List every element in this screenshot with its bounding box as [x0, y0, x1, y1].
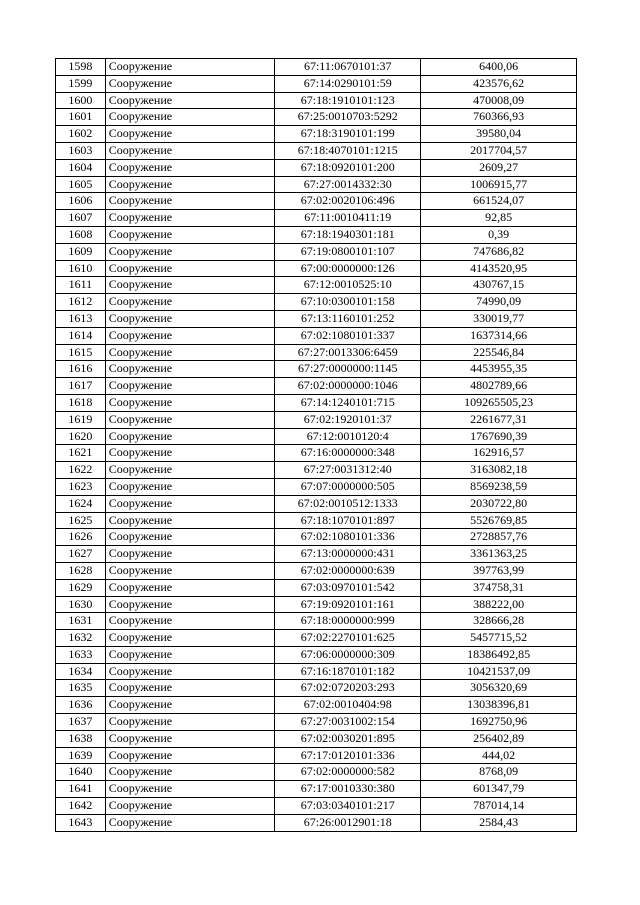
table-body [56, 59, 577, 832]
row-number-cell: 1629 [56, 579, 106, 596]
row-number-cell: 1630 [56, 596, 106, 613]
table-row [56, 798, 577, 815]
table-row [56, 243, 577, 260]
table-row [56, 75, 577, 92]
cadastral-value-cell: 0,39 [421, 226, 577, 243]
row-number-cell: 1607 [56, 210, 106, 227]
row-number-cell: 1620 [56, 428, 106, 445]
object-type-cell: Сооружение [105, 378, 274, 395]
row-number-cell: 1624 [56, 495, 106, 512]
table-row [56, 445, 577, 462]
object-type-cell: Сооружение [105, 109, 274, 126]
cadastral-value-cell: 470008,09 [421, 92, 577, 109]
row-number-cell: 1641 [56, 781, 106, 798]
cadastral-number-cell: 67:06:0000000:309 [275, 646, 421, 663]
table-row [56, 226, 577, 243]
object-type-cell: Сооружение [105, 495, 274, 512]
cadastral-number-cell: 67:16:0000000:348 [275, 445, 421, 462]
table-row [56, 462, 577, 479]
cadastral-number-cell: 67:16:1870101:182 [275, 663, 421, 680]
table-row [56, 176, 577, 193]
object-type-cell: Сооружение [105, 579, 274, 596]
cadastral-value-cell: 256402,89 [421, 730, 577, 747]
row-number-cell: 1598 [56, 59, 106, 76]
cadastral-value-cell: 397763,99 [421, 562, 577, 579]
cadastral-value-cell: 6400,06 [421, 59, 577, 76]
cadastral-value-cell: 5526769,85 [421, 512, 577, 529]
cadastral-value-cell: 1006915,77 [421, 176, 577, 193]
table-row [56, 327, 577, 344]
row-number-cell: 1632 [56, 630, 106, 647]
cadastral-value-cell: 8569238,59 [421, 478, 577, 495]
cadastral-number-cell: 67:02:0000000:582 [275, 764, 421, 781]
row-number-cell: 1616 [56, 361, 106, 378]
row-number-cell: 1601 [56, 109, 106, 126]
cadastral-value-cell: 225546,84 [421, 344, 577, 361]
object-type-cell: Сооружение [105, 59, 274, 76]
cadastral-value-cell: 109265505,23 [421, 394, 577, 411]
object-type-cell: Сооружение [105, 176, 274, 193]
cadastral-value-cell: 2728857,76 [421, 529, 577, 546]
cadastral-number-cell: 67:14:0290101:59 [275, 75, 421, 92]
table-row [56, 512, 577, 529]
row-number-cell: 1613 [56, 310, 106, 327]
cadastral-number-cell: 67:02:0010512:1333 [275, 495, 421, 512]
row-number-cell: 1605 [56, 176, 106, 193]
object-type-cell: Сооружение [105, 75, 274, 92]
object-type-cell: Сооружение [105, 445, 274, 462]
object-type-cell: Сооружение [105, 260, 274, 277]
table-row [56, 613, 577, 630]
table-row [56, 428, 577, 445]
cadastral-value-cell: 444,02 [421, 747, 577, 764]
cadastral-number-cell: 67:17:0010330:380 [275, 781, 421, 798]
cadastral-value-cell: 747686,82 [421, 243, 577, 260]
cadastral-number-cell: 67:07:0000000:505 [275, 478, 421, 495]
cadastral-number-cell: 67:02:1080101:337 [275, 327, 421, 344]
row-number-cell: 1627 [56, 546, 106, 563]
object-type-cell: Сооружение [105, 814, 274, 831]
row-number-cell: 1631 [56, 613, 106, 630]
cadastral-number-cell: 67:27:0031312:40 [275, 462, 421, 479]
object-type-cell: Сооружение [105, 294, 274, 311]
row-number-cell: 1604 [56, 159, 106, 176]
object-type-cell: Сооружение [105, 546, 274, 563]
table-row [56, 646, 577, 663]
cadastral-number-cell: 67:11:0670101:37 [275, 59, 421, 76]
cadastral-value-cell: 330019,77 [421, 310, 577, 327]
table-row [56, 210, 577, 227]
row-number-cell: 1621 [56, 445, 106, 462]
object-type-cell: Сооружение [105, 210, 274, 227]
row-number-cell: 1625 [56, 512, 106, 529]
cadastral-value-cell: 4802789,66 [421, 378, 577, 395]
row-number-cell: 1615 [56, 344, 106, 361]
object-type-cell: Сооружение [105, 596, 274, 613]
row-number-cell: 1626 [56, 529, 106, 546]
table-row [56, 663, 577, 680]
table-row [56, 277, 577, 294]
row-number-cell: 1610 [56, 260, 106, 277]
cadastral-number-cell: 67:18:1910101:123 [275, 92, 421, 109]
cadastral-number-cell: 67:02:0720203:293 [275, 680, 421, 697]
table-row [56, 495, 577, 512]
table-row [56, 630, 577, 647]
object-type-cell: Сооружение [105, 394, 274, 411]
cadastral-number-cell: 67:02:2270101:625 [275, 630, 421, 647]
cadastral-number-cell: 67:13:0000000:431 [275, 546, 421, 563]
table-row [56, 378, 577, 395]
cadastral-value-cell: 760366,93 [421, 109, 577, 126]
row-number-cell: 1638 [56, 730, 106, 747]
row-number-cell: 1617 [56, 378, 106, 395]
table-row [56, 562, 577, 579]
cadastral-number-cell: 67:27:0014332:30 [275, 176, 421, 193]
cadastral-number-cell: 67:13:1160101:252 [275, 310, 421, 327]
cadastral-value-cell: 1637314,66 [421, 327, 577, 344]
table-row [56, 411, 577, 428]
cadastral-value-cell: 2609,27 [421, 159, 577, 176]
cadastral-number-cell: 67:12:0010120:4 [275, 428, 421, 445]
cadastral-value-cell: 10421537,09 [421, 663, 577, 680]
cadastral-value-cell: 1692750,96 [421, 714, 577, 731]
object-type-cell: Сооружение [105, 478, 274, 495]
cadastral-value-cell: 5457715,52 [421, 630, 577, 647]
cadastral-number-cell: 67:03:0970101:542 [275, 579, 421, 596]
cadastral-number-cell: 67:18:1070101:897 [275, 512, 421, 529]
object-type-cell: Сооружение [105, 798, 274, 815]
object-type-cell: Сооружение [105, 462, 274, 479]
row-number-cell: 1642 [56, 798, 106, 815]
table-row [56, 126, 577, 143]
cadastral-number-cell: 67:12:0010525:10 [275, 277, 421, 294]
object-type-cell: Сооружение [105, 243, 274, 260]
row-number-cell: 1606 [56, 193, 106, 210]
object-type-cell: Сооружение [105, 327, 274, 344]
cadastral-value-cell: 374758,31 [421, 579, 577, 596]
cadastral-value-cell: 3056320,69 [421, 680, 577, 697]
cadastral-number-cell: 67:18:0920101:200 [275, 159, 421, 176]
row-number-cell: 1614 [56, 327, 106, 344]
table-row [56, 92, 577, 109]
cadastral-number-cell: 67:25:0010703:5292 [275, 109, 421, 126]
cadastral-value-cell: 388222,00 [421, 596, 577, 613]
table-row [56, 529, 577, 546]
cadastral-number-cell: 67:26:0012901:18 [275, 814, 421, 831]
row-number-cell: 1599 [56, 75, 106, 92]
row-number-cell: 1633 [56, 646, 106, 663]
row-number-cell: 1602 [56, 126, 106, 143]
table-row [56, 814, 577, 831]
cadastral-number-cell: 67:10:0300101:158 [275, 294, 421, 311]
row-number-cell: 1634 [56, 663, 106, 680]
table-row [56, 159, 577, 176]
table-row [56, 546, 577, 563]
table-row [56, 680, 577, 697]
cadastral-number-cell: 67:19:0800101:107 [275, 243, 421, 260]
cadastral-number-cell: 67:02:0000000:1046 [275, 378, 421, 395]
cadastral-value-cell: 92,85 [421, 210, 577, 227]
row-number-cell: 1636 [56, 697, 106, 714]
cadastral-number-cell: 67:18:1940301:181 [275, 226, 421, 243]
object-type-cell: Сооружение [105, 613, 274, 630]
cadastral-value-cell: 18386492,85 [421, 646, 577, 663]
cadastral-number-cell: 67:14:1240101:715 [275, 394, 421, 411]
registry-table [55, 58, 577, 832]
object-type-cell: Сооружение [105, 562, 274, 579]
row-number-cell: 1609 [56, 243, 106, 260]
row-number-cell: 1619 [56, 411, 106, 428]
object-type-cell: Сооружение [105, 411, 274, 428]
table-row [56, 730, 577, 747]
object-type-cell: Сооружение [105, 226, 274, 243]
cadastral-value-cell: 3163082,18 [421, 462, 577, 479]
table-row [56, 109, 577, 126]
table-row [56, 344, 577, 361]
table-row [56, 697, 577, 714]
row-number-cell: 1635 [56, 680, 106, 697]
table-row [56, 361, 577, 378]
cadastral-value-cell: 39580,04 [421, 126, 577, 143]
object-type-cell: Сооружение [105, 663, 274, 680]
object-type-cell: Сооружение [105, 730, 274, 747]
object-type-cell: Сооружение [105, 646, 274, 663]
object-type-cell: Сооружение [105, 512, 274, 529]
row-number-cell: 1612 [56, 294, 106, 311]
cadastral-value-cell: 4453955,35 [421, 361, 577, 378]
table-row [56, 193, 577, 210]
row-number-cell: 1603 [56, 142, 106, 159]
cadastral-value-cell: 1767690,39 [421, 428, 577, 445]
cadastral-number-cell: 67:02:0030201:895 [275, 730, 421, 747]
cadastral-value-cell: 2584,43 [421, 814, 577, 831]
table-row [56, 747, 577, 764]
cadastral-value-cell: 601347,79 [421, 781, 577, 798]
cadastral-number-cell: 67:17:0120101:336 [275, 747, 421, 764]
row-number-cell: 1628 [56, 562, 106, 579]
object-type-cell: Сооружение [105, 781, 274, 798]
cadastral-value-cell: 3361363,25 [421, 546, 577, 563]
object-type-cell: Сооружение [105, 126, 274, 143]
table-row [56, 59, 577, 76]
object-type-cell: Сооружение [105, 428, 274, 445]
cadastral-value-cell: 162916,57 [421, 445, 577, 462]
object-type-cell: Сооружение [105, 310, 274, 327]
cadastral-number-cell: 67:03:0340101:217 [275, 798, 421, 815]
object-type-cell: Сооружение [105, 630, 274, 647]
object-type-cell: Сооружение [105, 697, 274, 714]
row-number-cell: 1640 [56, 764, 106, 781]
object-type-cell: Сооружение [105, 680, 274, 697]
cadastral-number-cell: 67:19:0920101:161 [275, 596, 421, 613]
cadastral-number-cell: 67:00:0000000:126 [275, 260, 421, 277]
row-number-cell: 1637 [56, 714, 106, 731]
object-type-cell: Сооружение [105, 159, 274, 176]
table-row [56, 260, 577, 277]
row-number-cell: 1600 [56, 92, 106, 109]
cadastral-number-cell: 67:02:0020106:496 [275, 193, 421, 210]
table-row [56, 781, 577, 798]
cadastral-value-cell: 13038396,81 [421, 697, 577, 714]
cadastral-value-cell: 2030722,80 [421, 495, 577, 512]
cadastral-number-cell: 67:18:4070101:1215 [275, 142, 421, 159]
object-type-cell: Сооружение [105, 764, 274, 781]
cadastral-number-cell: 67:02:0000000:639 [275, 562, 421, 579]
cadastral-number-cell: 67:02:0010404:98 [275, 697, 421, 714]
object-type-cell: Сооружение [105, 344, 274, 361]
table-row [56, 579, 577, 596]
cadastral-value-cell: 423576,62 [421, 75, 577, 92]
cadastral-value-cell: 661524,07 [421, 193, 577, 210]
cadastral-number-cell: 67:18:3190101:199 [275, 126, 421, 143]
object-type-cell: Сооружение [105, 714, 274, 731]
row-number-cell: 1643 [56, 814, 106, 831]
object-type-cell: Сооружение [105, 193, 274, 210]
cadastral-number-cell: 67:27:0000000:1145 [275, 361, 421, 378]
object-type-cell: Сооружение [105, 361, 274, 378]
table-row [56, 394, 577, 411]
table-row [56, 294, 577, 311]
object-type-cell: Сооружение [105, 277, 274, 294]
cadastral-value-cell: 2261677,31 [421, 411, 577, 428]
object-type-cell: Сооружение [105, 529, 274, 546]
cadastral-number-cell: 67:27:0013306:6459 [275, 344, 421, 361]
row-number-cell: 1611 [56, 277, 106, 294]
object-type-cell: Сооружение [105, 747, 274, 764]
table-row [56, 764, 577, 781]
object-type-cell: Сооружение [105, 92, 274, 109]
cadastral-value-cell: 430767,15 [421, 277, 577, 294]
cadastral-value-cell: 787014,14 [421, 798, 577, 815]
cadastral-value-cell: 2017704,57 [421, 142, 577, 159]
table-row [56, 310, 577, 327]
row-number-cell: 1618 [56, 394, 106, 411]
cadastral-number-cell: 67:11:0010411:19 [275, 210, 421, 227]
table-row [56, 596, 577, 613]
table-row [56, 714, 577, 731]
cadastral-number-cell: 67:18:0000000:999 [275, 613, 421, 630]
row-number-cell: 1622 [56, 462, 106, 479]
row-number-cell: 1623 [56, 478, 106, 495]
cadastral-value-cell: 328666,28 [421, 613, 577, 630]
table-row [56, 142, 577, 159]
row-number-cell: 1639 [56, 747, 106, 764]
cadastral-number-cell: 67:27:0031002:154 [275, 714, 421, 731]
cadastral-value-cell: 8768,09 [421, 764, 577, 781]
table-row [56, 478, 577, 495]
object-type-cell: Сооружение [105, 142, 274, 159]
cadastral-number-cell: 67:02:1920101:37 [275, 411, 421, 428]
cadastral-value-cell: 74990,09 [421, 294, 577, 311]
cadastral-value-cell: 4143520,95 [421, 260, 577, 277]
row-number-cell: 1608 [56, 226, 106, 243]
cadastral-number-cell: 67:02:1080101:336 [275, 529, 421, 546]
